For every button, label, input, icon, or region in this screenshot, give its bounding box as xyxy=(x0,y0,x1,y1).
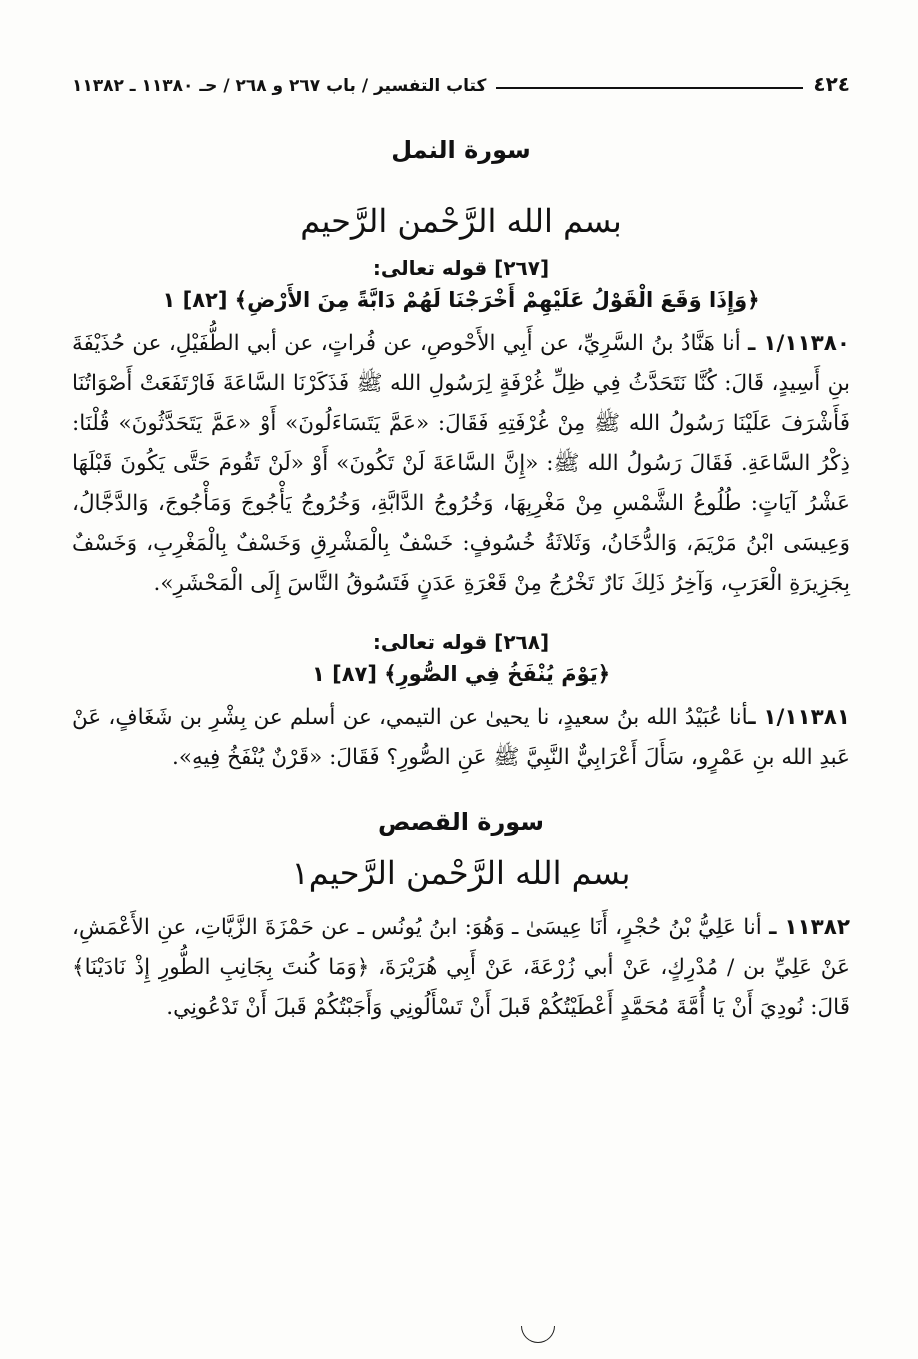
surah-title-naml: سورة النمل xyxy=(391,136,531,164)
quran-verse-82: ﴿وَإِذَا وَقَعَ الْقَوْلُ عَلَيْهِمْ أَخْرَجْنَا لَهُمْ دَابَّةً مِنَ الأَرْضِ﴾ [٨٢] ١ xyxy=(162,288,760,312)
basmala: بسم الله الرَّحْمن الرَّحيم xyxy=(300,202,622,240)
hadith-text: أنا هَنَّادُ بنُ السَّرِيِّ، عن أَبِي الأَحْوصِ، عن فُراتٍ، عن أبي الطُّفَيْلِ، عن حُذَيْفَةَ بنِ أَسِيدٍ، قَالَ: كُنَّا نَتَحَدَّثُ فِي ظِلِّ غُرْفَةٍ لِرَسُولِ الله ﷺ فَذَكَرْنَا السَّاعَةَ فَارْتَفَعَتْ أَصْوَاتُنَا فَأَشْرَفَ عَلَيْنَا رَسُولُ الله ﷺ مِنْ غُرْفَتِهِ فَقَالَ: «عَمَّ يَتَسَاءَلُونَ» أَوْ «عَمَّ يَتَحَدَّثُونَ» قُلْنَا: ذِكْرُ السَّاعَةِ. فَقَالَ رَسُولُ الله ﷺ: «إِنَّ السَّاعَةَ لَنْ تَكُونَ» أَوْ «لَنْ تَقُومَ حَتَّى يَكُونَ قَبْلَهَا عَشْرُ آيَاتٍ: طُلُوعُ الشَّمْسِ مِنْ مَغْرِبِهَا، وَخُرُوجُ الدَّابَّةِ، وَخُرُوجُ يَأْجُوجَ وَمَأْجُوجَ، وَالدَّجَّالُ، وَعِيسَى ابْنُ مَرْيَمَ، وَالدُّخَانُ، وَثَلاثَةُ خُسُوفٍ: خَسْفٌ بِالْمَشْرِقِ وَخَسْفٌ بِالْمَغْرِبِ، وَخَسْفٌ بِجَزِيرَةِ الْعَرَبِ، وَآخِرُ ذَلِكَ نَارٌ تَخْرُجُ مِنْ قَعْرَةِ عَدَنٍ فَتَسُوقُ النَّاسَ إِلَى الْمَحْشَرِ». xyxy=(72,331,850,596)
running-header xyxy=(72,70,850,96)
hadith-number: ١/١١٣٨١ ـ xyxy=(748,705,851,730)
hadith-number: ١/١١٣٨٠ ـ xyxy=(748,331,850,356)
surah-title-qasas: سورة القصص xyxy=(378,808,544,836)
hadith-11382 xyxy=(72,908,850,1028)
running-title: كتاب التفسير / باب ٢٦٧ و ٢٦٨ / حـ ١١٣٨٠ ـ ١١٣٨٢ xyxy=(72,76,487,96)
hadith-text: أنا عُبَيْدُ الله بنُ سعيدٍ، نا يحيىٰ عن التيمي، عن أسلم عن بِشْرِ بن شَغَافٍ، عَنْ عَبدِ الله بنِ عَمْرٍو، سَأَلَ أَعْرَابِيٌّ النَّبِيَّ ﷺ عَنِ الصُّورِ؟ فَقَالَ: «قَرْنٌ يُنْفَخُ فِيهِ». xyxy=(72,705,850,770)
hadith-number: ١١٣٨٢ ـ xyxy=(769,915,850,940)
hadith-11380 xyxy=(72,324,850,604)
header-rule xyxy=(496,87,803,89)
hadith-11381 xyxy=(72,698,850,778)
basmala: بسم الله الرَّحْمن الرَّحيم١ xyxy=(291,854,631,892)
page-footer-mark xyxy=(521,1326,555,1343)
page-content xyxy=(72,70,850,1028)
quran-verse-87: ﴿يَوْمَ يُنْفَخُ فِي الصُّورِ﴾ [٨٧] ١ xyxy=(311,662,611,686)
page-number: ٤٢٤ xyxy=(813,72,850,96)
hadith-text: أنا عَلِيُّ بْنُ حُجْرٍ، أَنَا عِيسَىٰ ـ وَهُوَ: ابنُ يُونُس ـ عن حَمْزَةَ الزَّيَّاتِ، عنِ الأَعْمَشِ، عَنْ عَلِيِّ بن / مُدْرِكٍ، عَنْ أبي زُرْعَةَ، عَنْ أَبِي هُرَيْرَةَ، ﴿وَمَا كُنتَ بِجَانِبِ الطُّورِ إِذْ نَادَيْنَا﴾ قَالَ: نُودِيَ أَنْ يَا أُمَّةَ مُحَمَّدٍ أَعْطَيْتُكُمْ قَبلَ أَنْ تَسْأَلُونِي وَأَجَبْتُكُمْ قَبلَ أَنْ تَدْعُونِي. xyxy=(72,915,850,1020)
chapter-heading-267: [٢٦٧] قوله تعالى: xyxy=(372,256,550,280)
chapter-heading-268: [٢٦٨] قوله تعالى: xyxy=(372,630,550,654)
